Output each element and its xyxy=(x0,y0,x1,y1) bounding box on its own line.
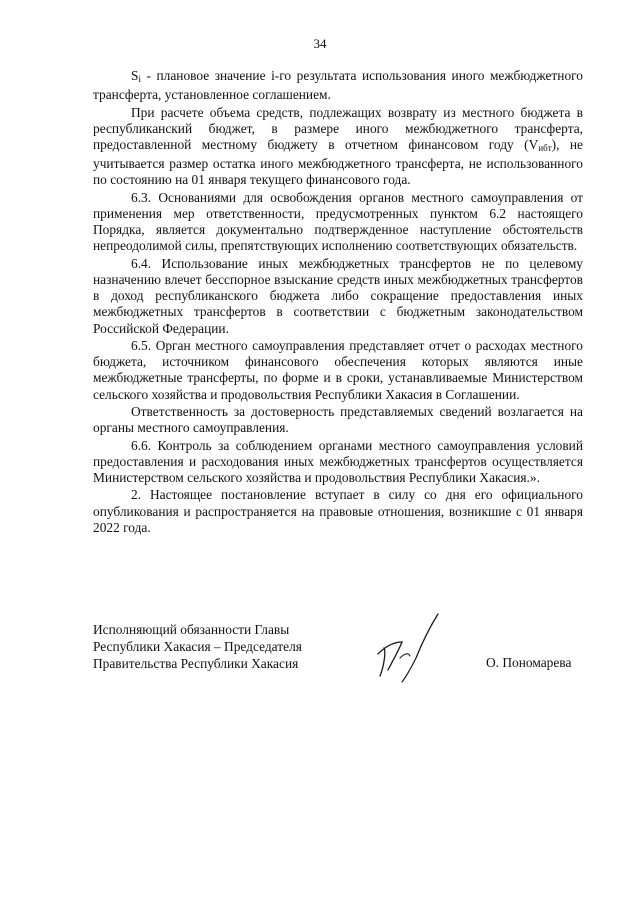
refund-calculation-text-end: ), не учитывается размер остатка иного межбюджетного трансферта, не использованного по состоянию на 01 января текущего финансового года. xyxy=(93,137,584,188)
signatory-title-line-3: Правительства Республики Хакасия xyxy=(93,656,299,671)
formula-definition-text: - плановое значение i-го результата использования иного межбюджетного трансферта, установленное соглашением. xyxy=(93,68,583,103)
signatory-title-block xyxy=(93,621,353,672)
clause-6-3-paragraph: 6.3. Основаниями для освобождения органов местного самоуправления от применения мер ответственности, предусмотренных пунктом 6.2 настоящего Порядка, является документально подтвержденное наступление обстоятельств непреодолимой силы, препятствующих исполнению соответствующих обязательств. xyxy=(93,189,583,254)
page-number: 34 xyxy=(313,36,327,51)
refund-calculation-text-start: При расчете объема средств, подлежащих возврату из местного бюджета в республиканский бюджет, в размере иного межбюджетного трансферта, предоставленной местному бюджету в отчетном финансовом году (V xyxy=(93,104,583,152)
transfer-volume-subscript: ибт xyxy=(538,143,552,153)
formula-symbol-subscript: i xyxy=(138,74,141,84)
clause-6-6-paragraph: 6.6. Контроль за соблюдением органами местного самоуправления условий предоставления и расходования иных межбюджетных трансфертов осуществляется Министерством сельского хозяйства и продовольствия Республики Хакасия.». xyxy=(93,437,583,485)
signer-name: О. Пономарева xyxy=(486,655,572,670)
responsibility-paragraph: Ответственность за достоверность представляемых сведений возлагается на органы местного самоуправления. xyxy=(93,404,583,436)
clause-6-5-paragraph: 6.5. Орган местного самоуправления представляет отчет о расходах местного бюджета, источником финансового обеспечения которых являются иные межбюджетные трансферты, по форме и в сроки, устанавливаемые Министерством сельского хозяйства и продовольствия Республики Хакасия в Соглашении. xyxy=(93,338,583,402)
signatory-title-line-2: Республики Хакасия – Председателя xyxy=(93,639,302,654)
clause-6-4-paragraph: 6.4. Использование иных межбюджетных трансфертов не по целевому назначению влечет бесспорное взыскание средств иных межбюджетных трансфертов в доход республиканского бюджета либо сокращение предоставления иных межбюджетных трансфертов в соответствии с бюджетным законодательством Российской Федерации. xyxy=(93,255,583,336)
handwritten-signature-image xyxy=(372,608,452,684)
formula-symbol: S xyxy=(131,68,139,83)
formula-definition-paragraph xyxy=(93,68,583,103)
signatory-title-line-1: Исполняющий обязанности Главы xyxy=(93,622,290,637)
effective-date-paragraph: 2. Настоящее постановление вступает в силу со дня его официального опубликования и распространяется на правовые отношения, возникшие с 01 января 2022 года. xyxy=(93,487,583,535)
document-body xyxy=(93,68,583,537)
refund-calculation-paragraph xyxy=(93,105,583,189)
